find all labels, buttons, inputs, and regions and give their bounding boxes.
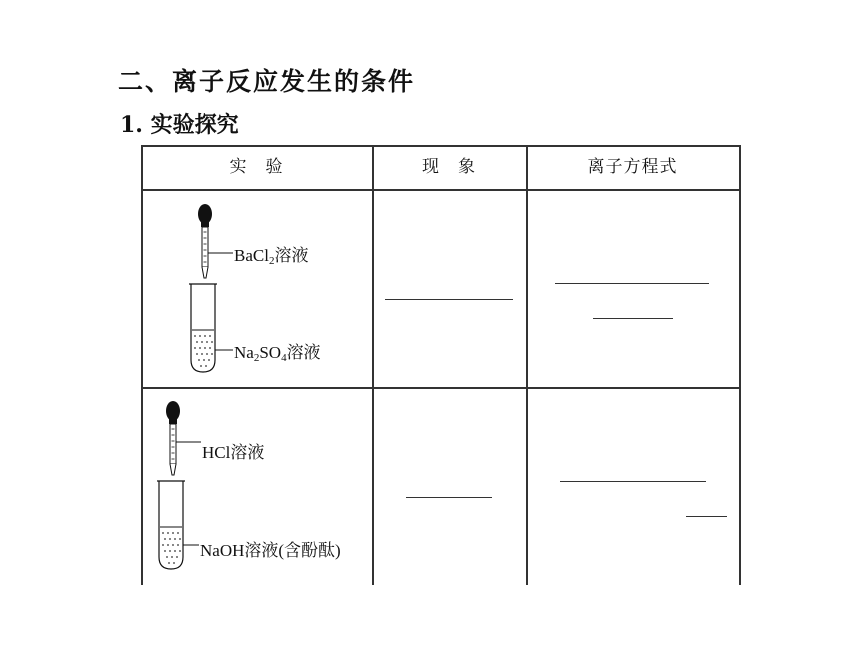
header-experiment: 实 验 — [229, 157, 284, 177]
bacl2-solution-text: 溶液 — [274, 246, 309, 265]
column-divider-1 — [372, 145, 374, 585]
phenomenon-blank-1[interactable] — [385, 299, 513, 300]
table-left-border — [141, 145, 143, 585]
dropper-label-bacl2 — [234, 241, 308, 267]
equation-blank-2a[interactable] — [560, 481, 706, 482]
bacl2-subscript: 2 — [268, 255, 275, 267]
header-phenomenon: 现 象 — [422, 157, 476, 177]
header-divider — [141, 189, 741, 191]
header-ionic-equation: 离子方程式 — [587, 157, 678, 177]
experiment-table — [141, 145, 741, 585]
phenomenon-blank-2[interactable] — [406, 497, 492, 498]
so-subscript: 4 — [281, 352, 287, 364]
tube-label-na2so4 — [234, 338, 321, 364]
row-divider — [141, 387, 741, 389]
tube-label-naoh: NaOH溶液(含酚酞) — [200, 541, 341, 560]
dropper-tube-apparatus-1 — [181, 200, 241, 380]
dropper-label-hcl: HCl溶液 — [202, 443, 265, 462]
equation-blank-1a[interactable] — [555, 283, 709, 284]
subsection-heading: 1. 实验探究 — [120, 112, 239, 138]
section-heading: 二、离子反应发生的条件 — [118, 67, 416, 96]
equation-blank-1b[interactable] — [593, 318, 673, 319]
equation-blank-2b[interactable] — [686, 516, 727, 517]
table-right-border — [739, 145, 741, 585]
na2so4-solution-text: 溶液 — [286, 343, 321, 362]
column-divider-2 — [526, 145, 528, 585]
na-subscript: 2 — [253, 352, 260, 364]
na-text: Na — [234, 343, 254, 362]
bacl2-text: BaCl — [234, 246, 269, 265]
so-text: SO — [259, 343, 282, 362]
